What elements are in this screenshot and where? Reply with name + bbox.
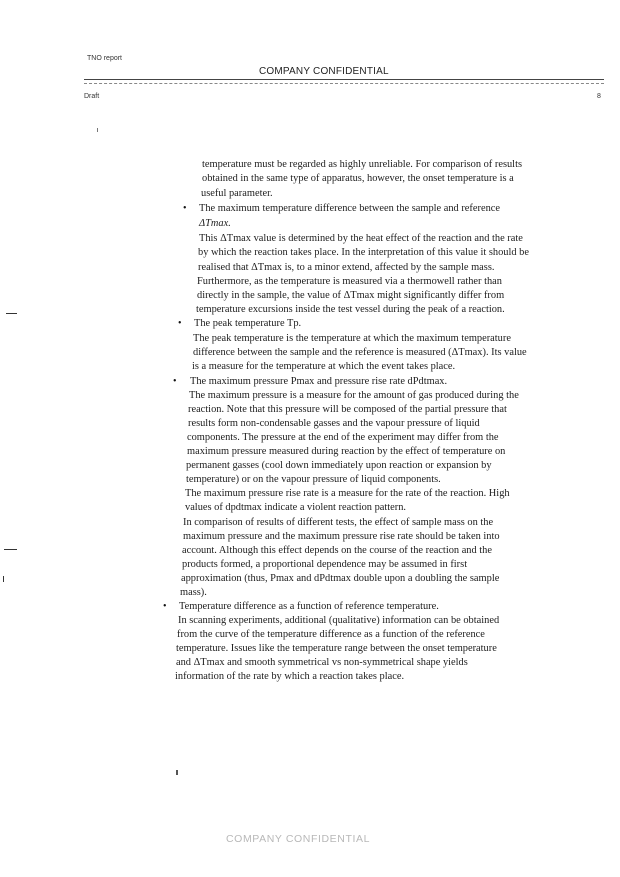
text-line: This ΔTmax value is determined by the heat effect of the reaction and the rate — [199, 233, 523, 244]
text-line: values of dpdtmax indicate a violent reaction pattern. — [185, 502, 407, 513]
text-line: is a measure for the temperature at which the event takes place. — [192, 361, 456, 372]
text-line: difference between the sample and the reference is measured (ΔTmax). Its value — [193, 347, 527, 358]
text-line: The peak temperature Tp. — [194, 318, 302, 329]
scan-mark — [6, 313, 17, 314]
text-line: maximum pressure and the maximum pressure rise rate should be taken into — [183, 531, 500, 542]
text-line: mass). — [180, 587, 207, 598]
bullet-point: • — [173, 376, 177, 387]
text-line: permanent gasses (cool down immediately upon reaction or expansion by — [186, 460, 492, 471]
confidential-footer: COMPANY CONFIDENTIAL — [226, 833, 371, 845]
scan-mark — [176, 770, 178, 775]
text-line: The peak temperature is the temperature at which the maximum temperature — [193, 333, 511, 344]
text-line: Furthermore, as the temperature is measured via a thermowell rather than — [197, 276, 502, 287]
header-rule-bottom — [84, 83, 604, 84]
text-line: temperature. Issues like the temperature range between the onset temperature — [176, 643, 497, 654]
text-line: The maximum pressure Pmax and pressure rise rate dPdtmax. — [190, 376, 448, 387]
bullet-point: • — [183, 203, 187, 214]
text-line: temperature must be regarded as highly unreliable. For comparison of results — [202, 159, 522, 170]
text-line: results form non-condensable gasses and the vapour pressure of liquid — [188, 418, 480, 429]
header-rule-top — [84, 79, 604, 80]
text-line: ΔTmax. — [199, 218, 231, 229]
text-line: useful parameter. — [201, 188, 273, 199]
text-line: account. Although this effect depends on the course of the reaction and the — [182, 545, 492, 556]
text-line: information of the rate by which a reaction takes place. — [175, 671, 405, 682]
text-line: The maximum temperature difference between the sample and reference — [199, 203, 500, 214]
text-line: In scanning experiments, additional (qualitative) information can be obtained — [178, 615, 500, 626]
text-line: Temperature difference as a function of reference temperature. — [179, 601, 439, 612]
scan-mark — [4, 549, 17, 550]
text-line: directly in the sample, the value of ΔTmax might significantly differ from — [197, 290, 505, 301]
report-label: TNO report — [87, 55, 123, 62]
bullet-point: • — [178, 318, 182, 329]
text-line: products formed, a proportional dependence may be assumed in first — [182, 559, 468, 570]
scan-mark — [97, 128, 98, 132]
text-line: and ΔTmax and smooth symmetrical vs non-symmetrical shape yields — [176, 657, 468, 668]
text-line: approximation (thus, Pmax and dPdtmax double upon a doubling the sample — [181, 573, 500, 584]
text-line: obtained in the same type of apparatus, however, the onset temperature is a — [202, 173, 514, 184]
text-line: components. The pressure at the end of the experiment may differ from the — [187, 432, 499, 443]
text-line: The maximum pressure is a measure for the amount of gas produced during the — [189, 390, 519, 401]
page-number: 8 — [597, 93, 601, 100]
confidential-header: COMPANY CONFIDENTIAL — [259, 66, 389, 77]
text-line: temperature) or on the vapour pressure of liquid components. — [186, 474, 441, 485]
text-line: from the curve of the temperature difference as a function of the reference — [177, 629, 485, 640]
text-line: by which the reaction takes place. In the interpretation of this value it should be — [198, 247, 529, 258]
text-line: temperature excursions inside the test vessel during the peak of a reaction. — [196, 304, 505, 315]
text-line: In comparison of results of different tests, the effect of sample mass on the — [183, 517, 494, 528]
draft-label: Draft — [84, 93, 100, 100]
text-line: maximum pressure measured during reaction by the effect of temperature on — [187, 446, 506, 457]
bullet-point: • — [163, 601, 167, 612]
text-line: realised that ΔTmax is, to a minor extend, affected by the sample mass. — [198, 262, 495, 273]
text-line: The maximum pressure rise rate is a measure for the rate of the reaction. High — [185, 488, 510, 499]
text-line: reaction. Note that this pressure will be composed of the partial pressure that — [188, 404, 507, 415]
scan-mark — [3, 576, 4, 582]
